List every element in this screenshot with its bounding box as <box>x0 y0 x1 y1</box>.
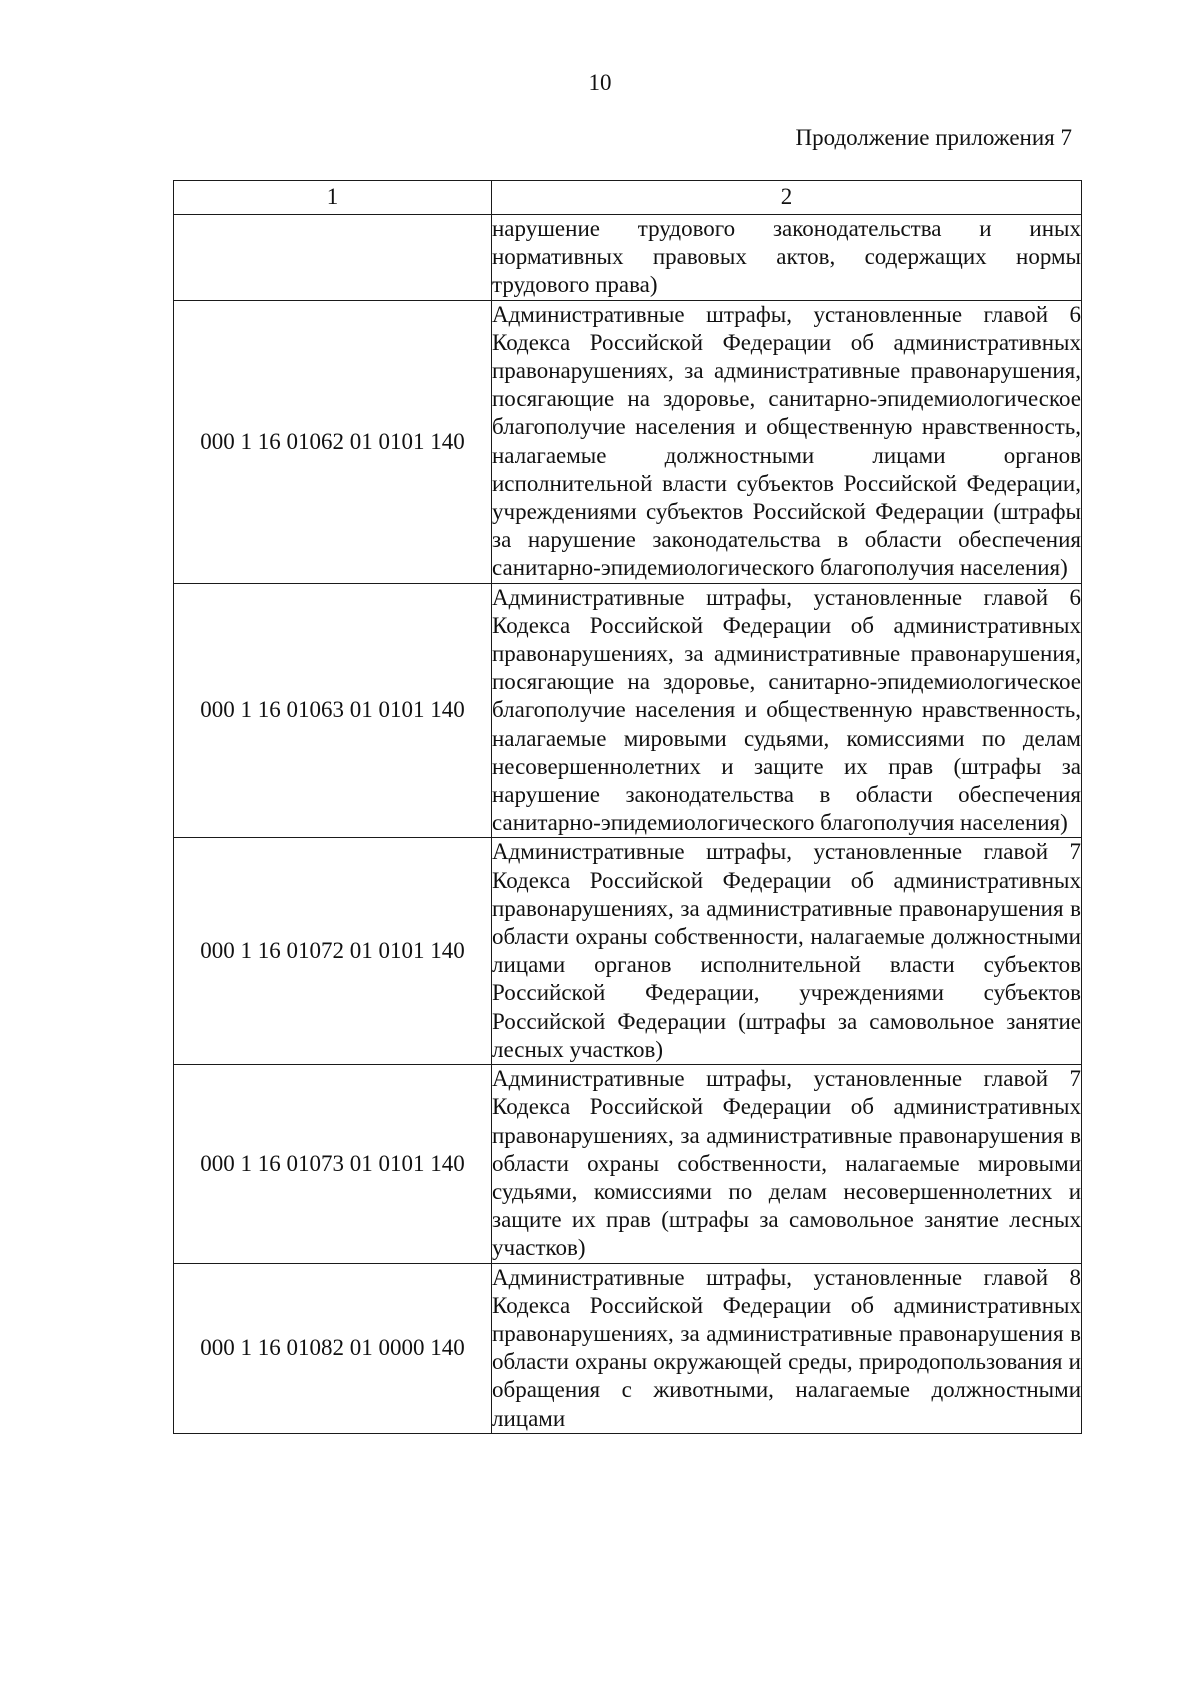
column-header-1: 1 <box>174 181 492 215</box>
description-text: Административные штрафы, установленные главой 7 Кодекса Российской Федерации об административных правонарушениях, за административные правонарушения в области охраны собственности, налагаемые должностными лицами органов исполнительной власти субъектов Российской Федерации, учреждениями субъектов Российской Федерации (штрафы за самовольное занятие лесных участков) <box>492 839 1081 1062</box>
budget-codes-table <box>173 180 1082 1434</box>
description-text: Административные штрафы, установленные главой 8 Кодекса Российской Федерации об административных правонарушениях, за административные правонарушения в области охраны окружающей среды, природопользования и обращения с животными, налагаемые должностными лицами <box>492 1264 1081 1431</box>
table-row <box>174 838 1082 1065</box>
table-row <box>174 1065 1082 1263</box>
description-cell <box>492 583 1082 838</box>
appendix-continuation-label: Продолжение приложения 7 <box>795 125 1072 150</box>
description-text: Административные штрафы, установленные главой 6 Кодекса Российской Федерации об административных правонарушениях, за административные правонарушения, посягающие на здоровье, санитарно-эпидемиологическое благополучие населения и общественную нравственность, налагаемые мировыми судьями, комиссиями по делам несовершеннолетних и защите их прав (штрафы за нарушение законодательства в области обеспечения санитарно-эпидемиологического благополучия населения) <box>492 584 1081 836</box>
description-cell <box>492 838 1082 1065</box>
table-row <box>174 300 1082 583</box>
description-cell <box>492 1065 1082 1263</box>
code-cell: 000 1 16 01082 01 0000 140 <box>174 1263 492 1433</box>
description-text: Административные штрафы, установленные главой 7 Кодекса Российской Федерации об административных правонарушениях, за административные правонарушения в области охраны собственности, налагаемые мировыми судьями, комиссиями по делам несовершеннолетних и защите их прав (штрафы за самовольное занятие лесных участков) <box>492 1066 1081 1261</box>
description-text: Административные штрафы, установленные главой 6 Кодекса Российской Федерации об административных правонарушениях, за административные правонарушения, посягающие на здоровье, санитарно-эпидемиологическое благополучие населения и общественную нравственность, налагаемые должностными лицами органов исполнительной власти субъектов Российской Федерации, учреждениями субъектов Российской Федерации (штрафы за нарушение законодательства в области обеспечения санитарно-эпидемиологического благополучия населения) <box>492 301 1081 581</box>
code-cell <box>174 215 492 301</box>
code-cell: 000 1 16 01063 01 0101 140 <box>174 583 492 838</box>
table-row <box>174 583 1082 838</box>
table-header-row <box>174 181 1082 215</box>
description-cell <box>492 215 1082 301</box>
code-cell: 000 1 16 01062 01 0101 140 <box>174 300 492 583</box>
description-text: нарушение трудового законодательства и иных нормативных правовых актов, содержащих нормы трудового права) <box>492 216 1081 298</box>
code-cell: 000 1 16 01073 01 0101 140 <box>174 1065 492 1263</box>
code-cell: 000 1 16 01072 01 0101 140 <box>174 838 492 1065</box>
column-header-2: 2 <box>492 181 1082 215</box>
description-cell <box>492 300 1082 583</box>
table-row <box>174 215 1082 301</box>
table-row <box>174 1263 1082 1433</box>
page-number: 10 <box>588 70 612 95</box>
description-cell <box>492 1263 1082 1433</box>
